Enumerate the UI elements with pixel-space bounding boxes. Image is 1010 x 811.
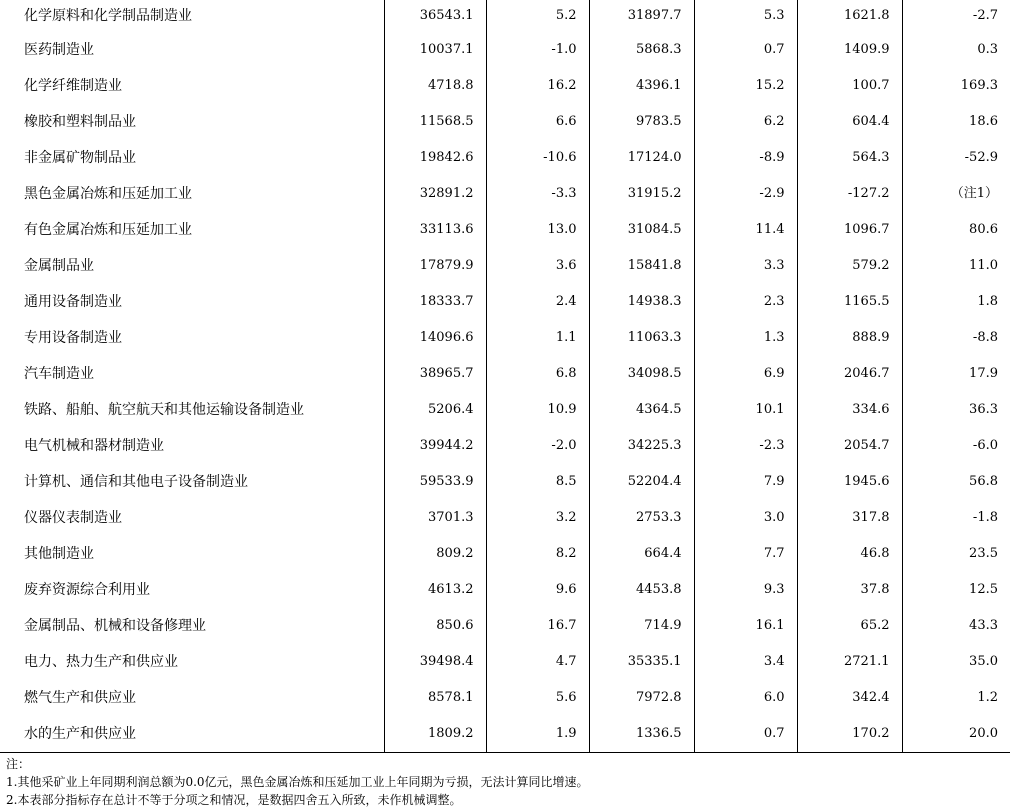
- cost-cell: 31915.2: [589, 176, 694, 212]
- revenue-cell: 10037.1: [384, 32, 486, 68]
- profit-cell: 564.3: [797, 140, 902, 176]
- cost-yoy-cell: 3.3: [694, 248, 797, 284]
- revenue-yoy-cell: 8.5: [486, 464, 589, 500]
- profit-yoy-cell: 56.8: [902, 464, 1010, 500]
- profit-cell: 1096.7: [797, 212, 902, 248]
- industry-name-cell: 电气机械和器材制造业: [24, 438, 164, 454]
- profit-cell: 334.6: [797, 392, 902, 428]
- profit-yoy-cell: 11.0: [902, 248, 1010, 284]
- cost-cell: 4396.1: [589, 68, 694, 104]
- table-row: [0, 32, 1010, 68]
- cost-yoy-cell: 10.1: [694, 392, 797, 428]
- industry-name-cell: 燃气生产和供应业: [24, 690, 136, 706]
- table-row: [0, 536, 1010, 572]
- cost-yoy-cell: -2.3: [694, 428, 797, 464]
- industry-name-cell: 其他制造业: [24, 546, 94, 562]
- cost-cell: 7972.8: [589, 680, 694, 716]
- profit-cell: 2721.1: [797, 644, 902, 680]
- table-row: [0, 104, 1010, 140]
- profit-cell: 100.7: [797, 68, 902, 104]
- cost-yoy-cell: -8.9: [694, 140, 797, 176]
- industry-name-cell: 水的生产和供应业: [0, 716, 384, 753]
- industry-name-cell: 金属制品业: [24, 258, 94, 274]
- cost-yoy-cell: 1.3: [694, 320, 797, 356]
- cost-cell: 34098.5: [589, 356, 694, 392]
- profit-cell: 1945.6: [797, 464, 902, 500]
- industry-name-cell: 医药制造业: [24, 42, 94, 58]
- cost-cell: 31897.7: [589, 0, 694, 32]
- revenue-cell: 5206.4: [384, 392, 486, 428]
- cost-yoy-cell: 3.4: [694, 644, 797, 680]
- revenue-yoy-cell: -10.6: [486, 140, 589, 176]
- profit-cell: 1621.8: [797, 0, 902, 32]
- industry-name-cell: 铁路、船舶、航空航天和其他运输设备制造业: [24, 402, 304, 418]
- cost-cell: 35335.1: [589, 644, 694, 680]
- profit-yoy-cell: -2.7: [902, 0, 1010, 32]
- profit-yoy-cell: 80.6: [902, 212, 1010, 248]
- revenue-cell: 14096.6: [384, 320, 486, 356]
- cost-yoy-cell: 11.4: [694, 212, 797, 248]
- profit-yoy-cell: 1.2: [902, 680, 1010, 716]
- revenue-yoy-cell: 6.8: [486, 356, 589, 392]
- table-notes: [6, 755, 589, 809]
- revenue-yoy-cell: 3.2: [486, 500, 589, 536]
- cost-cell: 2753.3: [589, 500, 694, 536]
- profit-yoy-cell: 18.6: [902, 104, 1010, 140]
- table-row: [0, 212, 1010, 248]
- industry-name-cell: 橡胶和塑料制品业: [24, 114, 136, 130]
- table-row: [0, 248, 1010, 284]
- revenue-cell: 850.6: [384, 608, 486, 644]
- revenue-yoy-cell: 9.6: [486, 572, 589, 608]
- revenue-yoy-cell: -1.0: [486, 32, 589, 68]
- profit-yoy-cell: 169.3: [902, 68, 1010, 104]
- profit-yoy-cell: 17.9: [902, 356, 1010, 392]
- revenue-yoy-cell: 3.6: [486, 248, 589, 284]
- profit-yoy-cell: 36.3: [902, 392, 1010, 428]
- revenue-cell: 17879.9: [384, 248, 486, 284]
- revenue-cell: 1809.2: [384, 716, 486, 753]
- industry-name-cell: 专用设备制造业: [24, 330, 122, 346]
- cost-yoy-cell: 0.7: [694, 32, 797, 68]
- profit-yoy-cell: 12.5: [902, 572, 1010, 608]
- cost-cell: 4453.8: [589, 572, 694, 608]
- cost-yoy-cell: 9.3: [694, 572, 797, 608]
- table-row: [0, 464, 1010, 500]
- cost-cell: 34225.3: [589, 428, 694, 464]
- revenue-yoy-cell: 4.7: [486, 644, 589, 680]
- table-row: [0, 356, 1010, 392]
- cost-yoy-cell: 7.7: [694, 536, 797, 572]
- cost-cell: 1336.5: [589, 716, 694, 753]
- profit-cell: 317.8: [797, 500, 902, 536]
- cost-yoy-cell: 2.3: [694, 284, 797, 320]
- table-row: [0, 176, 1010, 212]
- cost-cell: 714.9: [589, 608, 694, 644]
- profit-yoy-cell: -8.8: [902, 320, 1010, 356]
- profit-cell: 37.8: [797, 572, 902, 608]
- revenue-yoy-cell: -2.0: [486, 428, 589, 464]
- revenue-cell: 32891.2: [384, 176, 486, 212]
- table-row: [0, 320, 1010, 356]
- table-row: [0, 392, 1010, 428]
- table-row: [0, 680, 1010, 716]
- table-row: [0, 428, 1010, 464]
- profit-cell: 2046.7: [797, 356, 902, 392]
- revenue-yoy-cell: 1.9: [486, 716, 589, 753]
- revenue-cell: 809.2: [384, 536, 486, 572]
- note-2: 2.本表部分指标存在总计不等于分项之和情况，是数据四舍五入所致，未作机械调整。: [6, 793, 462, 807]
- cost-yoy-cell: 16.1: [694, 608, 797, 644]
- cost-yoy-cell: 6.2: [694, 104, 797, 140]
- cost-cell: 17124.0: [589, 140, 694, 176]
- cost-yoy-cell: 15.2: [694, 68, 797, 104]
- table-row: [0, 0, 1010, 32]
- revenue-cell: 33113.6: [384, 212, 486, 248]
- profit-cell: 1409.9: [797, 32, 902, 68]
- revenue-cell: 38965.7: [384, 356, 486, 392]
- profit-yoy-cell: 35.0: [902, 644, 1010, 680]
- profit-cell: 46.8: [797, 536, 902, 572]
- profit-cell: 2054.7: [797, 428, 902, 464]
- revenue-yoy-cell: 5.6: [486, 680, 589, 716]
- cost-cell: 52204.4: [589, 464, 694, 500]
- cost-yoy-cell: 3.0: [694, 500, 797, 536]
- revenue-yoy-cell: -3.3: [486, 176, 589, 212]
- revenue-cell: 4718.8: [384, 68, 486, 104]
- table-row: [0, 608, 1010, 644]
- profit-yoy-cell: （注1）: [902, 176, 1010, 212]
- table-row: [0, 644, 1010, 680]
- cost-yoy-cell: 0.7: [694, 716, 797, 753]
- profit-yoy-cell: 1.8: [902, 284, 1010, 320]
- table-row: [0, 140, 1010, 176]
- revenue-yoy-cell: 6.6: [486, 104, 589, 140]
- revenue-yoy-cell: 8.2: [486, 536, 589, 572]
- revenue-cell: 11568.5: [384, 104, 486, 140]
- table-row: [0, 500, 1010, 536]
- industry-name-cell: 仪器仪表制造业: [24, 510, 122, 526]
- cost-cell: 5868.3: [589, 32, 694, 68]
- profit-cell: 579.2: [797, 248, 902, 284]
- industry-name-cell: 汽车制造业: [24, 366, 94, 382]
- industry-name-cell: 计算机、通信和其他电子设备制造业: [24, 474, 248, 490]
- cost-yoy-cell: 6.0: [694, 680, 797, 716]
- revenue-yoy-cell: 1.1: [486, 320, 589, 356]
- revenue-yoy-cell: 16.7: [486, 608, 589, 644]
- cost-yoy-cell: 5.3: [694, 0, 797, 32]
- cost-yoy-cell: -2.9: [694, 176, 797, 212]
- cost-cell: 9783.5: [589, 104, 694, 140]
- profit-yoy-cell: -1.8: [902, 500, 1010, 536]
- profit-cell: 65.2: [797, 608, 902, 644]
- industry-name-cell: 非金属矿物制品业: [24, 150, 136, 166]
- table-row: [0, 68, 1010, 104]
- cost-cell: 11063.3: [589, 320, 694, 356]
- industry-name-cell: 化学纤维制造业: [24, 78, 122, 94]
- profit-cell: -127.2: [797, 176, 902, 212]
- profit-yoy-cell: 43.3: [902, 608, 1010, 644]
- profit-cell: 342.4: [797, 680, 902, 716]
- profit-cell: 170.2: [797, 716, 902, 753]
- cost-yoy-cell: 6.9: [694, 356, 797, 392]
- profit-yoy-cell: 23.5: [902, 536, 1010, 572]
- table-row: [0, 572, 1010, 608]
- profit-yoy-cell: -6.0: [902, 428, 1010, 464]
- revenue-cell: 8578.1: [384, 680, 486, 716]
- profit-yoy-cell: 0.3: [902, 32, 1010, 68]
- revenue-yoy-cell: 10.9: [486, 392, 589, 428]
- cost-cell: 31084.5: [589, 212, 694, 248]
- revenue-cell: 19842.6: [384, 140, 486, 176]
- revenue-yoy-cell: 2.4: [486, 284, 589, 320]
- industry-name-cell: 废弃资源综合利用业: [24, 582, 150, 598]
- revenue-yoy-cell: 16.2: [486, 68, 589, 104]
- revenue-cell: 4613.2: [384, 572, 486, 608]
- cost-cell: 15841.8: [589, 248, 694, 284]
- industry-name-cell: 金属制品、机械和设备修理业: [24, 618, 206, 634]
- revenue-cell: 18333.7: [384, 284, 486, 320]
- profit-yoy-cell: -52.9: [902, 140, 1010, 176]
- profit-cell: 888.9: [797, 320, 902, 356]
- industry-name-cell: 有色金属冶炼和压延加工业: [24, 222, 192, 238]
- profit-yoy-cell: 20.0: [902, 716, 1010, 753]
- revenue-cell: 59533.9: [384, 464, 486, 500]
- revenue-yoy-cell: 5.2: [486, 0, 589, 32]
- profit-cell: 604.4: [797, 104, 902, 140]
- industry-name-cell: 黑色金属冶炼和压延加工业: [24, 186, 192, 202]
- revenue-cell: 39944.2: [384, 428, 486, 464]
- revenue-cell: 39498.4: [384, 644, 486, 680]
- revenue-cell: 3701.3: [384, 500, 486, 536]
- revenue-cell: 36543.1: [384, 0, 486, 32]
- table-row: [0, 284, 1010, 320]
- cost-cell: 14938.3: [589, 284, 694, 320]
- notes-heading: 注：: [6, 757, 31, 771]
- note-1: 1.其他采矿业上年同期利润总额为0.0亿元，黑色金属冶炼和压延加工业上年同期为亏损，无法计算同比增速。: [6, 775, 589, 789]
- industry-name-cell: 化学原料和化学制品制造业: [24, 8, 192, 24]
- cost-cell: 664.4: [589, 536, 694, 572]
- cost-cell: 4364.5: [589, 392, 694, 428]
- revenue-yoy-cell: 13.0: [486, 212, 589, 248]
- profit-cell: 1165.5: [797, 284, 902, 320]
- industry-name-cell: 通用设备制造业: [24, 294, 122, 310]
- table-row: [0, 716, 1010, 753]
- industry-name-cell: 电力、热力生产和供应业: [24, 654, 178, 670]
- cost-yoy-cell: 7.9: [694, 464, 797, 500]
